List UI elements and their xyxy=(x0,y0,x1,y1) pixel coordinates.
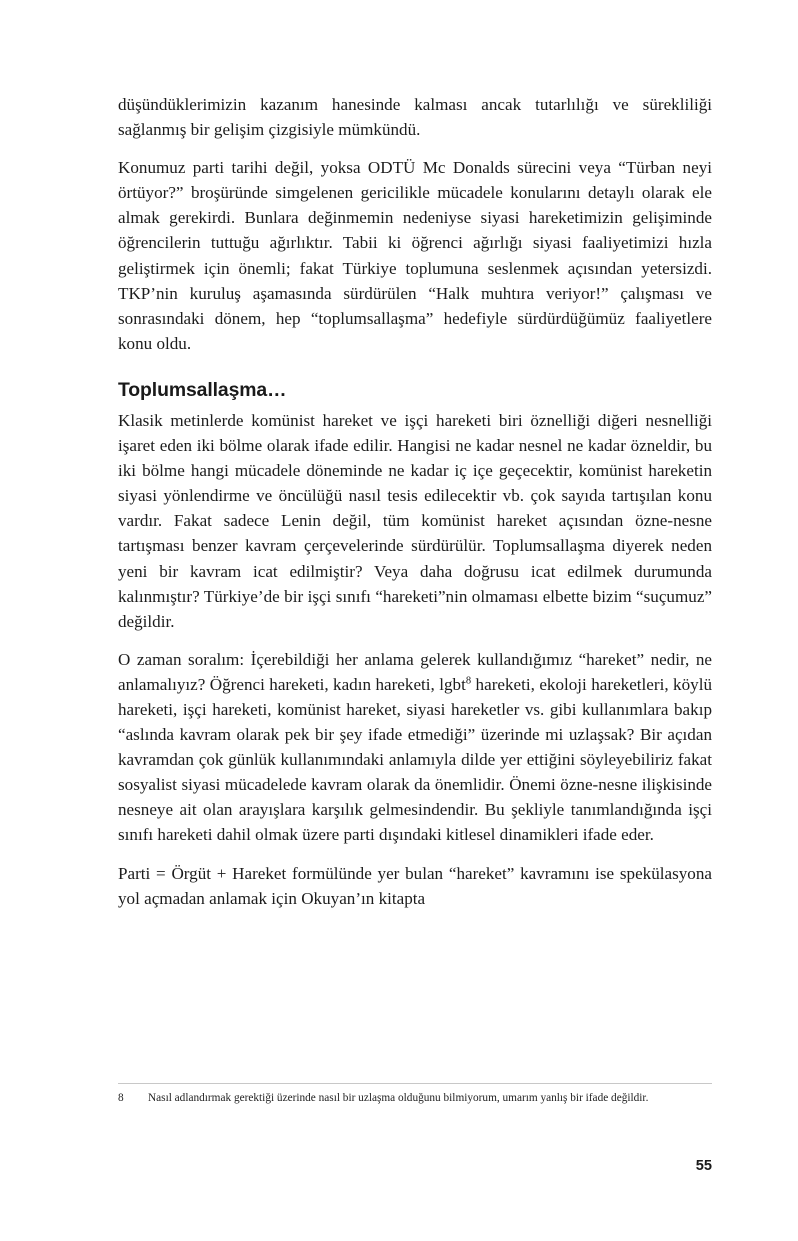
paragraph-4-text-before-footnote: O zaman soralım: İçerebildiği her anlama gelerek kullandığımız “hareket” nedir, ne anlamalıyız? Öğrenci hareketi, kadın hareketi, lgbt xyxy=(118,649,712,694)
paragraph-5: Parti = Örgüt + Hareket formülünde yer bulan “hareket” kavramını ise spekülasyona yol açmadan anlamak için Okuyan’ın kitapta xyxy=(118,863,712,908)
text-column xyxy=(118,92,712,911)
paragraph-4-text-after-footnote: hareketi, ekoloji hareketleri, köylü hareketi, işçi hareketi, komünist hareket, siyasi hareketler vs. gibi kullanımlara bakıp “aslında kavram olarak pek bir şey ifade etmediği” üzerinde mi uzlaşsak? Bir açıdan kavramdan çok günlük kullanımındaki anlamıyla dilde yer ettiğini söyleyebiliriz fakat sosyalist siyasi mücadelede kavram olarak da önemlidir. Önemi özne-nesne ilişkisinde nesneye ait olan arayışlara karşılık gelmesindendir. Bu şekliyle tanımlandığında işçi sınıfı hareketi dahil olmak üzere parti dışındaki kitlesel dinamikleri ifade eder. xyxy=(118,674,712,845)
footnote-area xyxy=(118,1083,712,1106)
footnote-marker: 8 xyxy=(118,1092,124,1104)
section-heading: Toplumsallaşma… xyxy=(118,378,287,401)
footnote-reference-icon[interactable]: 8 xyxy=(465,675,472,687)
paragraph-4 xyxy=(118,647,712,848)
footnote-item xyxy=(118,1091,712,1106)
page-number: 55 xyxy=(695,1158,712,1174)
footnote-text: Nasıl adlandırmak gerektiği üzerinde nasıl bir uzlaşma olduğunu bilmiyorum, umarım yanlış bir ifade değildir. xyxy=(148,1092,649,1104)
paragraph-3: Klasik metinlerde komünist hareket ve işçi hareketi biri öznelliği diğeri nesnelliği işaret eden iki bölme olarak ifade edilir. Hangisi ne kadar nesnel ne kadar özneldir, bu iki bölme hangi mücadele döneminde ne kadar iç içe geçecektir, komünist hareketin siyasi yönlendirme ve öncülüğü nasıl tesis edilecektir vb. çok sayıda tartışılan konu vardır. Fakat sadece Lenin değil, tüm komünist hareket açısından özne-nesne tartışması benzer kavram çerçevelerinde sürdürülür. Toplumsallaşma diyerek neden yeni bir kavram icat edilmiştir? Veya daha doğrusu icat edilmek durumunda kalınmıştır? Türkiye’de bir işçi sınıfı “hareketi”nin olmaması elbette bizim “suçumuz” değildir. xyxy=(118,410,712,631)
paragraph-2: Konumuz parti tarihi değil, yoksa ODTÜ Mc Donalds sürecini veya “Türban neyi örtüyor?” broşüründe simgelenen gericilikle mücadele konularını detaylı olarak ele almak gerekirdi. Bunlara değinmemin nedeniyse siyasi hareketimizin gelişiminde öğrencilerin tuttuğu ağırlıktır. Tabii ki öğrenci ağırlığı siyasi faaliyetimizi hızla geliştirmek için önemli; fakat Türkiye toplumuna seslenmek açısından yetersizdi. TKP’nin kuruluş aşamasında sürdürülen “Halk muhtıra veriyor!” çalışması ve sonrasındaki dönem, hep “toplumsallaşma” hedefiyle sürdürdüğümüz faaliyetlere konu oldu. xyxy=(118,158,712,353)
footnote-separator-rule xyxy=(118,1083,712,1084)
paragraph-1: düşündüklerimizin kazanım hanesinde kalması ancak tutarlılığı ve sürekliliği sağlanmış bir gelişim çizgisiyle mümkündü. xyxy=(118,95,712,140)
